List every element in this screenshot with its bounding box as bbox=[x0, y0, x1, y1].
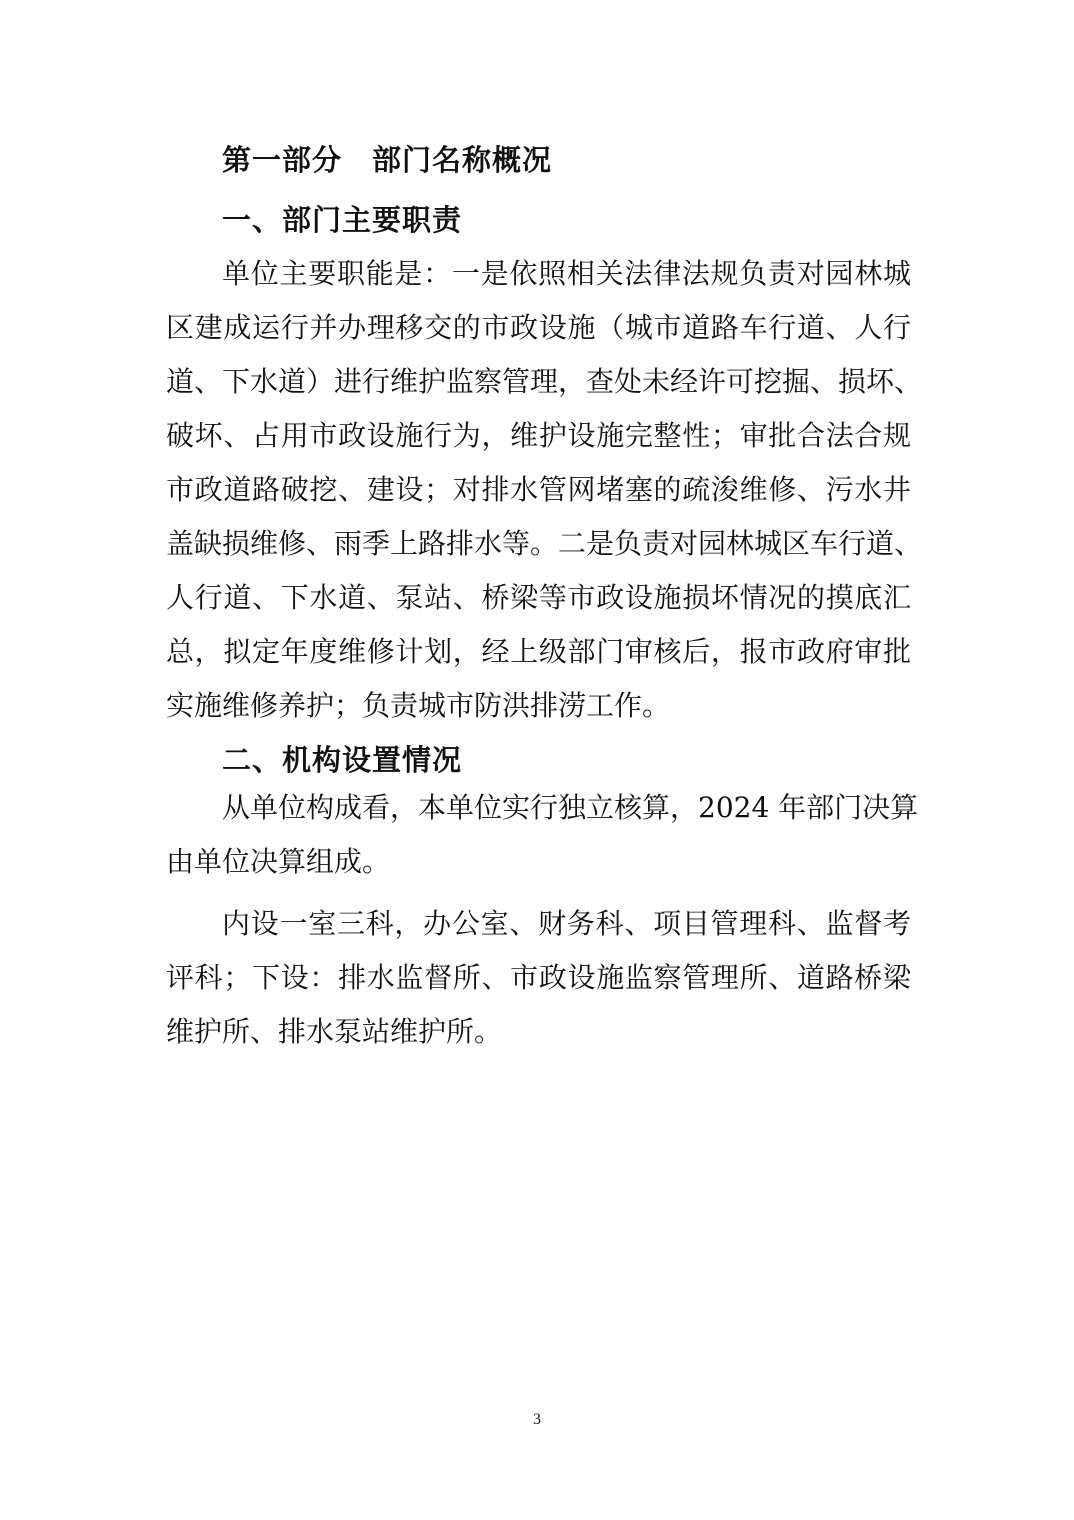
part-name: 部门名称概况 bbox=[372, 143, 553, 177]
paragraph-line: 内设一室三科，办公室、财务科、项目管理科、监督考 bbox=[222, 907, 911, 940]
paragraph-line: 维护所、排水泵站维护所。 bbox=[166, 1015, 503, 1048]
paragraph-line: 盖缺损维修、雨季上路排水等。二是负责对园林城区车行道、 bbox=[166, 527, 923, 560]
part-label: 第一部分 bbox=[222, 143, 343, 177]
paragraph-line: 单位主要职能是：一是依照相关法律法规负责对园林城 bbox=[222, 257, 911, 290]
section-heading-organization: 二、机构设置情况 bbox=[222, 743, 463, 777]
paragraph-line: 从单位构成看，本单位实行独立核算，2024 年部门决算 bbox=[222, 791, 919, 824]
paragraph-line: 总，拟定年度维修计划，经上级部门审核后，报市政府审批 bbox=[166, 635, 911, 668]
section-heading-duties: 一、部门主要职责 bbox=[222, 203, 463, 237]
paragraph-line: 评科；下设：排水监督所、市政设施监察管理所、道路桥梁 bbox=[166, 961, 911, 994]
paragraph-line: 区建成运行并办理移交的市政设施（城市道路车行道、人行 bbox=[166, 311, 911, 344]
paragraph-line: 人行道、下水道、泵站、桥梁等市政设施损坏情况的摸底汇 bbox=[166, 581, 911, 614]
paragraph-line: 市政道路破挖、建设；对排水管网堵塞的疏浚维修、污水井 bbox=[166, 473, 911, 506]
paragraph-line: 破坏、占用市政设施行为，维护设施完整性；审批合法合规 bbox=[166, 419, 911, 452]
paragraph-line: 由单位决算组成。 bbox=[166, 845, 391, 878]
page-number: 3 bbox=[533, 1411, 541, 1428]
paragraph-line: 道、下水道）进行维护监察管理，查处未经许可挖掘、损坏、 bbox=[166, 365, 923, 398]
paragraph-line: 实施维修养护；负责城市防洪排涝工作。 bbox=[166, 689, 671, 722]
part-title bbox=[222, 140, 552, 180]
